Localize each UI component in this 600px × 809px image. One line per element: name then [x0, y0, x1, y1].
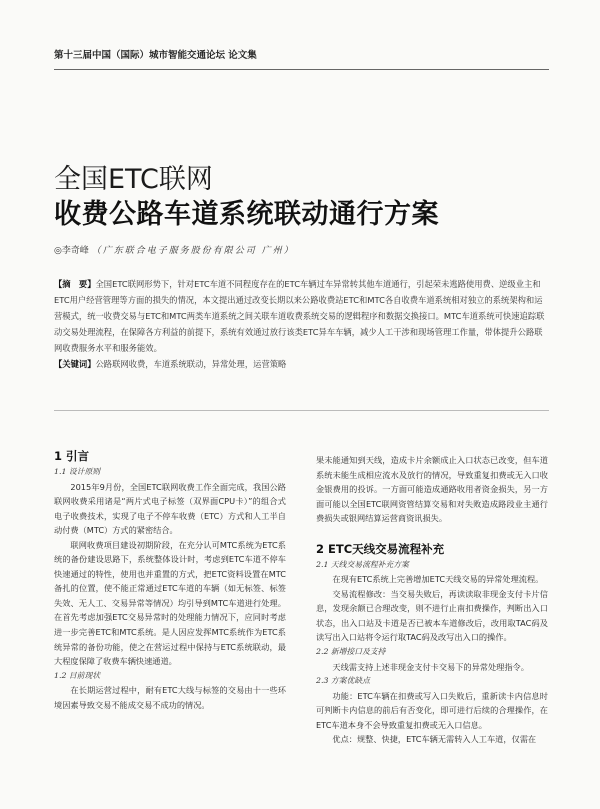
subsection-heading: 2.2 新增接口及支持	[316, 647, 386, 657]
body-paragraph: 联网收费项目建设初期阶段，在充分认可MTC系统为ETC系统的备份建设思路下，系统整体设计时，考虑到ETC车道不停车快速通过的特性，使用也并重置的方式，把ETC资料设置在MTC备扎的位置，使不能正常通过ETC车道的车辆（如无标签、标签失效、无人工、交易异常等情况）均引导到MTC车道进行处理。在首先考虑加强ETC交易异常时的处理能力情况下，应同时考虑进一步完善ETC和MTC系统。是人因应发挥MTC系统作为ETC系统异常的备份功能，使之在营运过程中保持与ETC系统联动，最大程度保障了收费车辆快速通道。	[54, 539, 286, 667]
body-column-left	[54, 448, 286, 712]
keywords-text: 公路联网收费，车道系统联动，异常处理，运营策略	[95, 359, 287, 370]
subsection-heading: 1.1 设计原则	[54, 467, 101, 476]
subsection-heading: 1.2 目前现状	[54, 670, 101, 680]
running-head: 第十三届中国（国际）城市智能交通论坛 论文集	[54, 50, 257, 61]
title-line-1: 全国ETC联网	[54, 164, 213, 195]
keywords-label: 【关键词】	[54, 359, 96, 370]
body-paragraph: 果未能通知到天线，造成卡片余额成止入口状态已改变，但车道系统未能生成相应流水及放行的情况，导致重复扣费或无入口收金银费用的投诉。一方面可能造成通路收用者资金损失，另一方面可能以全国ETC联网资管结算交易和对失败造成路段业主通行费损失或银网结算运营商资讯损失。	[316, 455, 548, 524]
author-name: ◎李奇峰	[54, 246, 89, 256]
abstract-paragraph	[54, 276, 550, 356]
body-paragraph: 天线需支持上述非现金支付卡交易下的异常处理指令。	[332, 661, 529, 672]
abstract	[54, 276, 550, 373]
section-heading: 1 引言	[54, 449, 90, 463]
body-paragraph: 2015年9月份，全国ETC联网收费工作全面完成，我国公路联网收费采用诸是“两片式电子标签（双界面CPU卡）”的组合式电子收费技术，实现了电子不停车收费（ETC）方式和人工半自动付费（MTC）方式的紧密结合。	[54, 481, 286, 536]
section-divider	[54, 410, 549, 411]
title-line-2: 收费公路车道系统联动通行方案	[54, 199, 439, 230]
abstract-text: 全国ETC联网形势下，针对ETC车道不同程度存在的ETC车辆过车异常转其他车道通行，引起荣未逃路使用费、逆级业主和ETC用户经营管理等方面的损失的情况，本文提出通过改变长期以来公路收费站ETC和MTC各自收费车道系统相对独立的系统架构和运营模式，统一收费交易与ETC和MTC两类车道系统之间关联车道收费系统交易的逻辑程序和数据交换接口。MTC车道系统可快速追踪联动交易处理流程，在保障各方利益的前提下，系统有效通过放行该类ETC异车车辆，减少人工干涉和现场管理工作量，带体提升公路联网收费服务水平和服务能效。	[54, 279, 545, 354]
body-paragraph: 在长期运营过程中，耐有ETC大线与标签的交易由十一些环境因素导致交易不能成交易不成功的情况。	[54, 685, 286, 710]
author-affiliation: （广东联合电子服务股份有限公司 广州）	[91, 246, 295, 256]
subsection-heading: 2.1 天线交易流程补充方案	[316, 559, 409, 569]
subsection-heading: 2.3 方案优缺点	[316, 676, 370, 686]
abstract-label: 【摘 要】	[54, 279, 96, 289]
keywords-paragraph	[54, 356, 550, 372]
author-line	[54, 243, 295, 256]
body-column-right	[316, 453, 548, 747]
body-paragraph: 功能：ETC车辆在扣费或写入口失败后，重新读卡内信息时可判断卡内信息的前后有否变化，即可进行后续的合理操作，在ETC车道本身不会导致重复扣费或无入口信息。	[316, 690, 548, 730]
header-rule	[54, 69, 549, 70]
body-paragraph: 优点：规整、快捷，ETC车辆无需转入人工车道，仅需在	[332, 734, 537, 745]
body-paragraph: 在现有ETC系统上完善增加ETC天线交易的异常处理流程。	[332, 574, 544, 585]
section-heading: 2 ETC天线交易流程补充	[316, 541, 445, 556]
body-paragraph: 交易流程修改：当交易失败后，再读读取非现金支付卡片信息，发现余额已合理改变，则不进行止南扣费操作，判断出入口状态，出入口站及卡道是否已被本车道修改后，改用取TAC码及读写出入口站将令运行取TAC码及改写出入口的操作。	[316, 588, 548, 643]
